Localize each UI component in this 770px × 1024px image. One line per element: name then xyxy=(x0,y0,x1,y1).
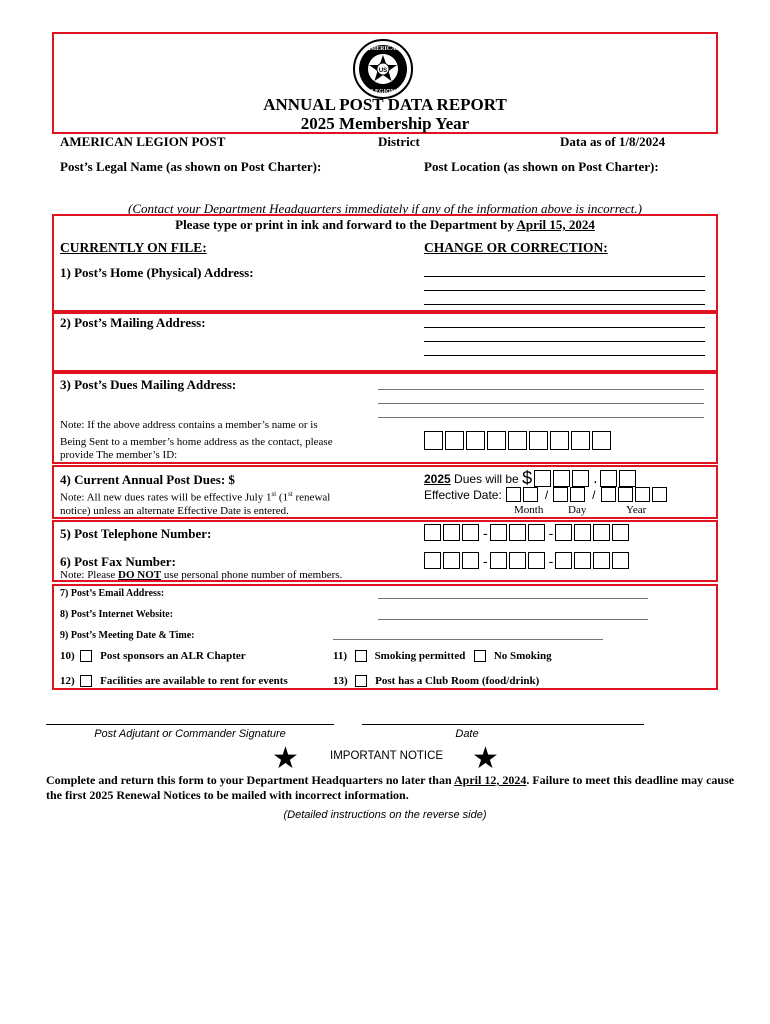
american-legion-emblem xyxy=(350,38,416,100)
change-correction-heading: CHANGE OR CORRECTION: xyxy=(424,240,608,255)
phone-dash: - xyxy=(548,524,554,541)
facilities-rent-checkbox[interactable] xyxy=(80,675,92,687)
reverse-side-note: (Detailed instructions on the reverse side) xyxy=(283,809,487,821)
contact-note: (Contact your Department Headquarters immediately if any of the information above is incorrect.) xyxy=(127,201,642,216)
member-id-box[interactable] xyxy=(571,431,590,450)
dues-note-sup-2: st xyxy=(288,490,293,498)
phone-note xyxy=(60,569,342,581)
item-10-number: 10) xyxy=(60,650,75,662)
fax-dash: - xyxy=(483,552,488,569)
svg-text:AMERICAN: AMERICAN xyxy=(366,46,400,52)
month-box[interactable] xyxy=(506,487,521,502)
member-id-box[interactable] xyxy=(592,431,611,450)
telephone-label: 5) Post Telephone Number: xyxy=(60,526,212,541)
fax-box[interactable] xyxy=(509,552,526,569)
member-id-box[interactable] xyxy=(550,431,569,450)
legal-name-label: Post’s Legal Name (as shown on Post Charter): xyxy=(60,159,322,174)
item-11 xyxy=(333,650,552,662)
current-dues-label: 4) Current Annual Post Dues: $ xyxy=(60,472,235,487)
year-box[interactable] xyxy=(635,487,650,502)
item-13 xyxy=(333,675,539,687)
dues-cents-box[interactable] xyxy=(600,470,617,487)
year-box[interactable] xyxy=(618,487,633,502)
dues-mailing-line-1[interactable] xyxy=(378,389,704,390)
fax-label: 6) Post Fax Number: xyxy=(60,554,176,569)
dues-note-2: notice) unless an alternate Effective Date is entered. xyxy=(60,505,289,517)
svg-text:LEGION: LEGION xyxy=(370,89,396,95)
dollar-sign: $ xyxy=(522,468,533,488)
phone-box[interactable] xyxy=(612,524,629,541)
item-11-number: 11) xyxy=(333,650,348,662)
member-id-box[interactable] xyxy=(445,431,464,450)
website-label: 8) Post’s Internet Website: xyxy=(60,609,174,620)
district-label: District xyxy=(378,134,420,149)
instructions-deadline: April 15, 2024 xyxy=(516,217,595,232)
phone-box[interactable] xyxy=(462,524,479,541)
fax-box[interactable] xyxy=(612,552,629,569)
member-id-box[interactable] xyxy=(508,431,527,450)
phone-note-emphasis: DO NOT xyxy=(118,569,162,581)
dues-dollar-box[interactable] xyxy=(553,470,570,487)
month-box[interactable] xyxy=(523,487,538,502)
fax-box[interactable] xyxy=(462,552,479,569)
meeting-label: 9) Post’s Meeting Date & Time: xyxy=(60,630,195,641)
report-title: ANNUAL POST DATA REPORT xyxy=(263,95,507,114)
email-line[interactable] xyxy=(378,598,648,599)
meeting-line[interactable] xyxy=(333,639,603,640)
fax-box[interactable] xyxy=(490,552,507,569)
member-id-box[interactable] xyxy=(529,431,548,450)
data-as-of: Data as of 1/8/2024 xyxy=(560,134,666,149)
dues-mailing-label: 3) Post’s Dues Mailing Address: xyxy=(60,377,237,392)
notice-body-prefix: Complete and return this form to your Department Headquarters no later than xyxy=(46,773,454,787)
report-subtitle: 2025 Membership Year xyxy=(300,114,470,133)
item-13-label: Post has a Club Room (food/drink) xyxy=(375,675,540,687)
currently-on-file-heading: CURRENTLY ON FILE: xyxy=(60,240,207,255)
fax-box[interactable] xyxy=(443,552,460,569)
member-id-box[interactable] xyxy=(487,431,506,450)
star-icon-right: ★ xyxy=(472,742,499,775)
telephone-boxes[interactable] xyxy=(424,524,631,541)
phone-box[interactable] xyxy=(528,524,545,541)
notice-body xyxy=(46,773,736,803)
item-10 xyxy=(60,650,246,662)
effective-date-label: Effective Date: xyxy=(424,487,502,502)
item-13-number: 13) xyxy=(333,675,348,687)
phone-box[interactable] xyxy=(555,524,572,541)
year-box[interactable] xyxy=(601,487,616,502)
decimal-point: . xyxy=(593,469,598,487)
year-box[interactable] xyxy=(652,487,667,502)
email-label: 7) Post’s Email Address: xyxy=(60,588,165,599)
item-12-number: 12) xyxy=(60,675,75,687)
post-label: AMERICAN LEGION POST xyxy=(60,134,226,149)
club-room-checkbox[interactable] xyxy=(355,675,367,687)
member-id-box[interactable] xyxy=(424,431,443,450)
fax-box[interactable] xyxy=(574,552,591,569)
signature-line[interactable] xyxy=(46,724,334,725)
smoking-permitted-checkbox[interactable] xyxy=(355,650,367,662)
member-id-box[interactable] xyxy=(466,431,485,450)
phone-box[interactable] xyxy=(593,524,610,541)
member-id-note-2: Being Sent to a member’s home address as the contact, please xyxy=(60,436,333,448)
phone-box[interactable] xyxy=(443,524,460,541)
mailing-address-line-1[interactable] xyxy=(424,327,705,328)
dues-note-1a: Note: All new dues rates will be effective July 1 xyxy=(60,491,272,504)
fax-box[interactable] xyxy=(555,552,572,569)
home-address-line-3[interactable] xyxy=(424,304,705,305)
phone-dash: - xyxy=(483,524,488,541)
notice-body-rest: . Failure to meet this deadline may cause the first 2025 Renewal Notices to be mailed with incorrect information. xyxy=(46,773,735,802)
fax-box[interactable] xyxy=(424,552,441,569)
dues-dollar-box[interactable] xyxy=(572,470,589,487)
new-dues-row xyxy=(424,468,638,489)
member-id-boxes[interactable] xyxy=(424,431,613,450)
date-label: Date xyxy=(455,728,479,740)
dues-mailing-line-3[interactable] xyxy=(378,417,704,418)
effective-date-row xyxy=(424,487,669,502)
fax-boxes[interactable] xyxy=(424,552,631,569)
dues-note-1c: renewal xyxy=(292,491,331,504)
date-slash: / xyxy=(592,487,596,502)
phone-box[interactable] xyxy=(509,524,526,541)
mailing-address-label: 2) Post’s Mailing Address: xyxy=(60,315,206,330)
phone-box[interactable] xyxy=(490,524,507,541)
mailing-address-line-2[interactable] xyxy=(424,341,705,342)
no-smoking-label: No Smoking xyxy=(493,650,552,662)
dues-mailing-line-2[interactable] xyxy=(378,403,704,404)
mailing-address-line-3[interactable] xyxy=(424,355,705,356)
member-id-note-3: provide The member’s ID: xyxy=(60,449,178,461)
dues-will-be-label: Dues will be xyxy=(450,471,523,486)
fax-box[interactable] xyxy=(593,552,610,569)
important-notice-title: IMPORTANT NOTICE xyxy=(330,750,444,762)
home-address-line-2[interactable] xyxy=(424,290,705,291)
phone-note-suffix: use personal phone number of members. xyxy=(161,569,343,581)
phone-box[interactable] xyxy=(424,524,441,541)
dues-note-sup-1: st xyxy=(271,490,277,498)
alr-chapter-checkbox[interactable] xyxy=(80,650,92,662)
item-12-label: Facilities are available to rent for events xyxy=(100,675,288,687)
member-id-note-1: Note: If the above address contains a member’s name or is xyxy=(60,419,318,431)
day-box[interactable] xyxy=(553,487,568,502)
instructions-prefix: Please type or print in ink and forward to the Department by xyxy=(175,217,517,232)
location-label: Post Location (as shown on Post Charter): xyxy=(424,159,659,174)
item-11-label: Smoking permitted xyxy=(374,650,466,662)
no-smoking-checkbox[interactable] xyxy=(474,650,486,662)
dues-cents-box[interactable] xyxy=(619,470,636,487)
year-label: Year xyxy=(626,504,647,516)
fax-dash: - xyxy=(548,552,554,569)
instructions xyxy=(0,217,770,233)
website-line[interactable] xyxy=(378,619,648,620)
signature-label: Post Adjutant or Commander Signature xyxy=(94,728,286,740)
home-address-line-1[interactable] xyxy=(424,276,705,277)
phone-note-prefix: Note: Please xyxy=(60,569,119,581)
svg-text:US: US xyxy=(378,68,388,74)
item-10-label: Post sponsors an ALR Chapter xyxy=(100,650,246,662)
date-line[interactable] xyxy=(362,724,644,725)
home-address-label: 1) Post’s Home (Physical) Address: xyxy=(60,265,254,280)
phone-box[interactable] xyxy=(574,524,591,541)
dues-note-1 xyxy=(60,490,330,504)
dues-dollar-box[interactable] xyxy=(534,470,551,487)
fax-box[interactable] xyxy=(528,552,545,569)
notice-body-date: April 12, 2024 xyxy=(453,773,527,787)
day-box[interactable] xyxy=(570,487,585,502)
month-label: Month xyxy=(514,504,544,516)
dues-note-1b: (1 xyxy=(276,491,289,504)
date-slash: / xyxy=(544,487,549,502)
day-label: Day xyxy=(568,504,587,516)
item-12 xyxy=(60,675,288,687)
dues-year: 2025 xyxy=(424,471,451,486)
star-icon-left: ★ xyxy=(272,742,299,775)
